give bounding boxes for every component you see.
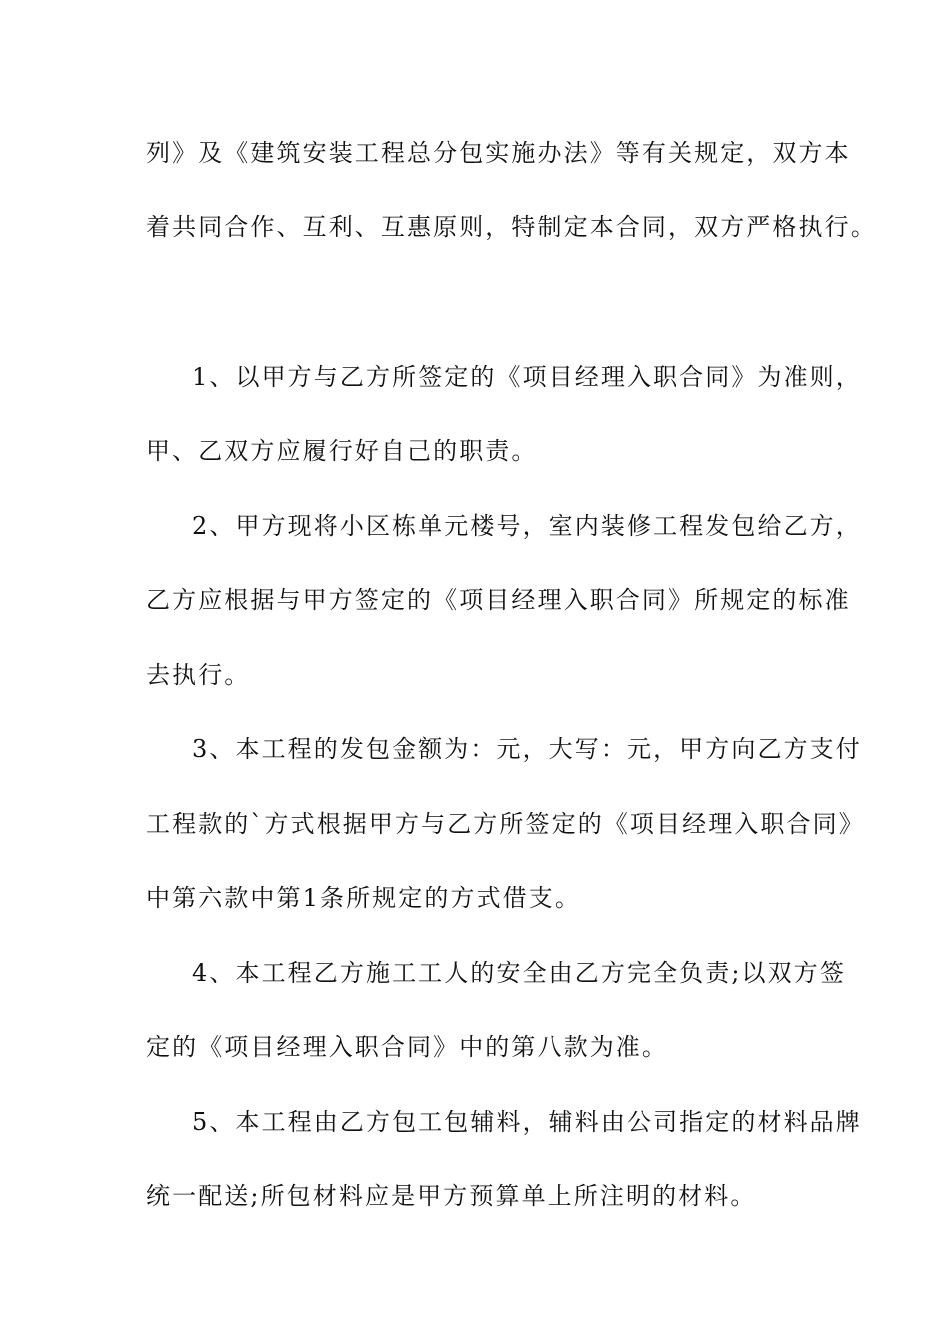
text-line-2: 着共同合作、互利、互惠原则，特制定本合同，双方严格执行。	[146, 213, 877, 241]
clause-3-line-2: 工程款的`方式根据甲方与乙方所签定的《项目经理入职合同》	[146, 810, 865, 838]
clause-1-line-1: 1、以甲方与乙方所签定的《项目经理入职合同》为准则，	[192, 363, 862, 391]
clause-4-line-2: 定的《项目经理入职合同》中的第八款为准。	[146, 1033, 668, 1061]
text-line-1: 列》及《建筑安装工程总分包实施办法》等有关规定，双方本	[146, 139, 851, 167]
clause-5-line-2: 统一配送;所包材料应是甲方预算单上所注明的材料。	[146, 1182, 757, 1210]
clause-4-line-1: 4、本工程乙方施工工人的安全由乙方完全负责;以双方签	[192, 959, 846, 987]
clause-1-line-2: 甲、乙双方应履行好自己的职责。	[146, 437, 538, 465]
clause-3-line-3: 中第六款中第1条所规定的方式借支。	[146, 884, 581, 912]
clause-5-line-1: 5、本工程由乙方包工包辅料，辅料由公司指定的材料品牌	[192, 1108, 862, 1136]
clause-2-line-3: 去执行。	[146, 661, 251, 689]
clause-2-line-1: 2、甲方现将小区栋单元楼号，室内装修工程发包给乙方，	[192, 512, 862, 540]
clause-3-line-1: 3、本工程的发包金额为：元，大写：元，甲方向乙方支付	[192, 735, 862, 763]
clause-2-line-2: 乙方应根据与甲方签定的《项目经理入职合同》所规定的标准	[146, 586, 851, 614]
